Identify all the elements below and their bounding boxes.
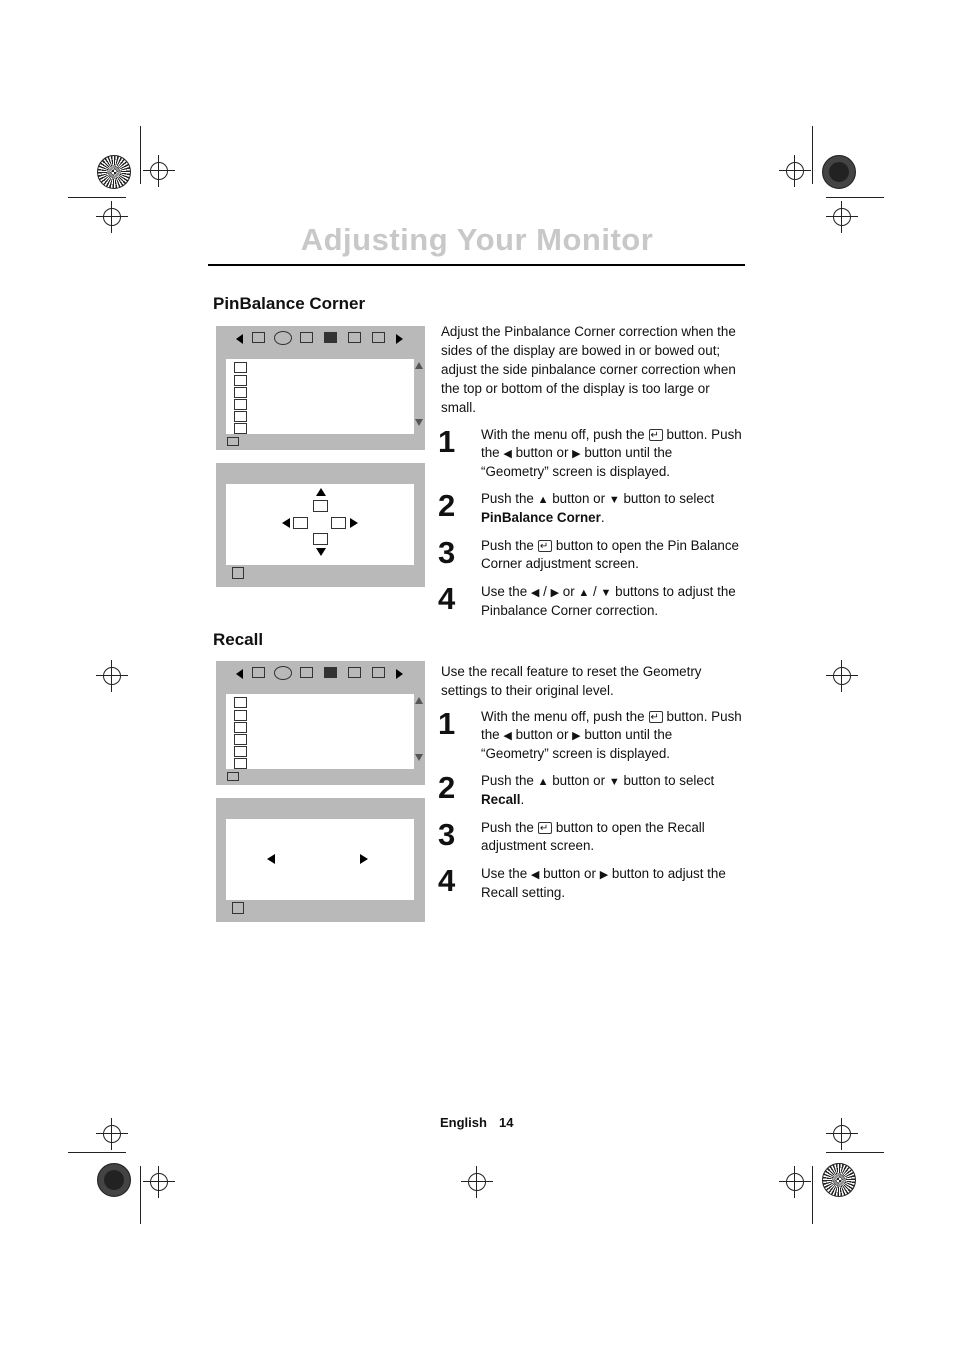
step-number: 4: [438, 863, 456, 898]
registration-starburst: [97, 155, 131, 189]
registration-crosshair: [786, 162, 804, 180]
page-number: 14: [499, 1115, 514, 1130]
crop-mark: [68, 1152, 126, 1153]
recall-icon: [234, 423, 247, 434]
section-heading-pinbalance: PinBalance Corner: [213, 294, 366, 313]
pinbalance-corner-icon: [234, 411, 247, 422]
step-text: Use the ◀ button or ▶ button to adjust the Recall setting.: [481, 866, 726, 900]
parallelogram-icon: [234, 722, 247, 733]
step-number: 1: [438, 706, 456, 741]
trapezoid-icon: [234, 734, 247, 745]
osd-adjust-area: [226, 484, 414, 565]
down-arrow-icon: [316, 548, 326, 556]
osd-item-list: [226, 694, 414, 769]
osd-position-icon: [252, 332, 265, 343]
osd-setup-icon: [372, 332, 385, 343]
step-text: Push the↵ button to open the Recall adjustment screen.: [481, 819, 743, 855]
right-button-icon: ▶: [572, 448, 581, 460]
step-number: 2: [438, 770, 456, 805]
scroll-up-icon: [415, 697, 423, 704]
crop-mark: [826, 1152, 884, 1153]
registration-crosshair: [786, 1173, 804, 1191]
corner-top-icon: [313, 500, 328, 512]
exit-menu-icon: [227, 437, 239, 446]
page-title: Adjusting Your Monitor: [300, 222, 654, 257]
registration-dark-target: [97, 1163, 131, 1197]
right-button-icon: ▶: [572, 730, 581, 742]
crop-mark: [826, 197, 884, 198]
crop-mark: [68, 197, 126, 198]
osd-left-arrow-icon: [236, 334, 243, 344]
pinbalance-intro: Adjust the Pinbalance Corner correction when the sides of the display are bowed in or bowed out; adjust the side pinbalance corner correction when the top or bottom of the display is too large or small.: [441, 324, 736, 415]
osd-recall-adjust: [216, 798, 425, 922]
up-button-icon: ▲: [537, 494, 549, 506]
recall-icon: [234, 758, 247, 769]
right-arrow-icon: [360, 854, 368, 864]
osd-right-arrow-icon: [396, 669, 403, 679]
step-number: 2: [438, 488, 456, 523]
down-button-icon: ▼: [600, 587, 612, 599]
step-text: Use the ◀ / ▶ or ▲ / ▼ buttons to adjust the Pinbalance Corner correction.: [481, 584, 736, 618]
pincushion-icon: [234, 697, 247, 708]
osd-color-icon: [324, 332, 337, 343]
left-button-icon: ◀: [503, 448, 512, 460]
parallelogram-icon: [234, 387, 247, 398]
right-arrow-icon: [350, 518, 358, 528]
corner-left-icon: [293, 517, 308, 529]
step-text: With the menu off, push the↵ button. Push the ◀ button or ▶ button until the “Geometry” screen is displayed.: [481, 426, 743, 481]
registration-starburst: [822, 1163, 856, 1197]
menu-button-icon: [649, 429, 663, 441]
exit-door-icon: [232, 567, 244, 579]
pinbalance-icon: [234, 710, 247, 721]
osd-pinbalance-corner-adjust: [216, 463, 425, 587]
osd-color-icon: [324, 667, 337, 678]
step-text: With the menu off, push the↵ button. Push the ◀ button or ▶ button until the “Geometry” screen is displayed.: [481, 708, 743, 763]
left-button-icon: ◀: [530, 869, 540, 881]
registration-dark-target: [822, 155, 856, 189]
menu-button-icon: [538, 822, 552, 834]
pincushion-icon: [234, 362, 247, 373]
up-button-icon: ▲: [537, 776, 549, 788]
crop-mark: [140, 1166, 141, 1224]
right-button-icon: ▶: [550, 587, 560, 599]
osd-size-icon: [300, 332, 313, 343]
osd-position-icon: [252, 667, 265, 678]
crop-mark: [812, 1166, 813, 1224]
osd-left-arrow-icon: [236, 669, 243, 679]
scroll-down-icon: [415, 754, 423, 761]
step-number: 3: [438, 817, 456, 852]
down-button-icon: ▼: [608, 776, 620, 788]
pinbalance-icon: [234, 375, 247, 386]
step-number: 4: [438, 581, 456, 616]
menu-button-icon: [538, 540, 552, 552]
registration-crosshair: [833, 1125, 851, 1143]
left-button-icon: ◀: [530, 587, 540, 599]
up-arrow-icon: [316, 488, 326, 496]
registration-crosshair: [150, 1173, 168, 1191]
registration-crosshair: [103, 667, 121, 685]
step-text: Push the↵ button to open the Pin Balance Corner adjustment screen.: [481, 537, 743, 573]
osd-right-arrow-icon: [396, 334, 403, 344]
right-button-icon: ▶: [599, 869, 609, 881]
osd-image-icon: [348, 332, 361, 343]
osd-geometry-icon: [274, 666, 292, 680]
step-text: Push the ▲ button or ▼ button to select PinBalance Corner.: [481, 491, 715, 525]
title-rule: [208, 264, 745, 266]
recall-intro: Use the recall feature to reset the Geometry settings to their original level.: [441, 664, 702, 698]
down-button-icon: ▼: [608, 494, 620, 506]
corner-bottom-icon: [313, 533, 328, 545]
exit-door-icon: [232, 902, 244, 914]
trapezoid-icon: [234, 399, 247, 410]
step-number: 3: [438, 535, 456, 570]
osd-image-icon: [348, 667, 361, 678]
step-number: 1: [438, 424, 456, 459]
osd-adjust-area: [226, 819, 414, 900]
exit-menu-icon: [227, 772, 239, 781]
up-button-icon: ▲: [578, 587, 590, 599]
footer-language: English: [440, 1115, 487, 1130]
scroll-down-icon: [415, 419, 423, 426]
crop-mark: [140, 126, 141, 184]
osd-geometry-icon: [274, 331, 292, 345]
corner-right-icon: [331, 517, 346, 529]
registration-crosshair: [468, 1173, 486, 1191]
section-heading-recall: Recall: [213, 630, 264, 649]
osd-setup-icon: [372, 667, 385, 678]
registration-crosshair: [833, 667, 851, 685]
osd-item-list: [226, 359, 414, 434]
osd-geometry-menu: [216, 661, 425, 785]
menu-button-icon: [649, 711, 663, 723]
crop-mark: [812, 126, 813, 184]
scroll-up-icon: [415, 362, 423, 369]
registration-crosshair: [150, 162, 168, 180]
left-button-icon: ◀: [503, 730, 512, 742]
registration-crosshair: [103, 1125, 121, 1143]
left-arrow-icon: [267, 854, 275, 864]
pinbalance-corner-icon: [234, 746, 247, 757]
left-arrow-icon: [282, 518, 290, 528]
osd-size-icon: [300, 667, 313, 678]
step-text: Push the ▲ button or ▼ button to select Recall.: [481, 773, 715, 807]
osd-geometry-menu: [216, 326, 425, 450]
